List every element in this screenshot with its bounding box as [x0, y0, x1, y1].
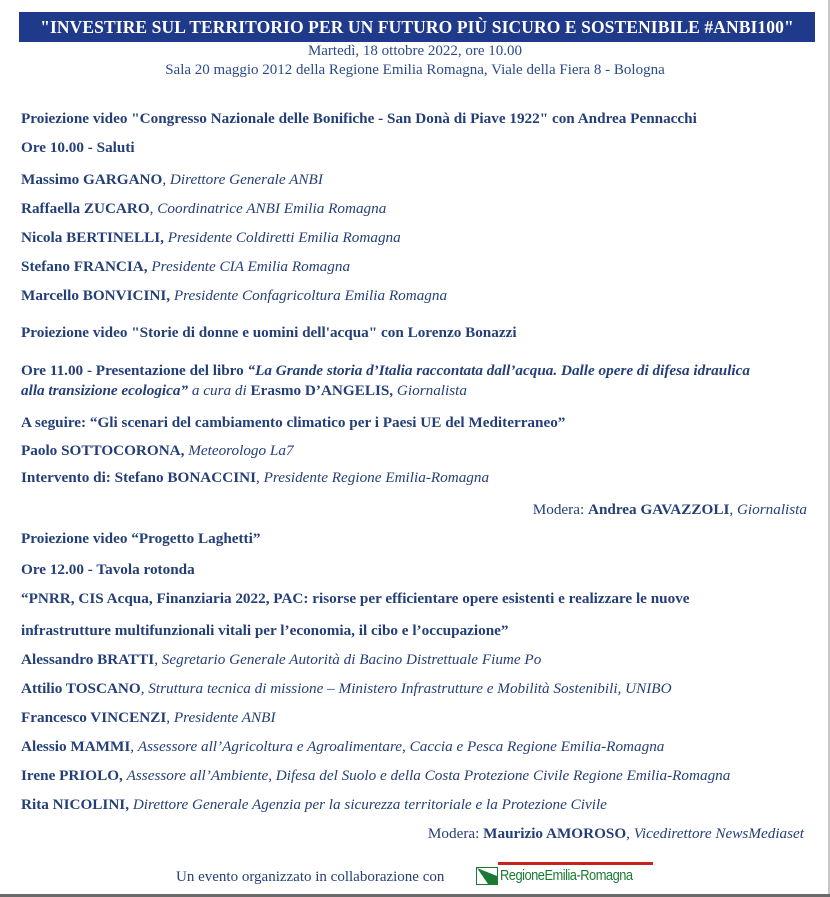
- moderator-name: Andrea GAVAZZOLI: [587, 501, 730, 518]
- speaker-role: Presidente Regione Emilia-Romagna: [263, 469, 490, 486]
- footer-text: Un evento organizzato in collaborazione con: [176, 869, 445, 885]
- speaker-row: [21, 229, 401, 247]
- moderator-role: Giornalista: [736, 501, 807, 518]
- book-presentation-line1: [21, 362, 750, 380]
- saluti-heading: Ore 10.00 - Saluti: [21, 139, 135, 156]
- moderator-name: Maurizio AMOROSO: [483, 825, 627, 842]
- logo-red-bar: [498, 862, 653, 865]
- speaker-role: Presidente ANBI: [173, 709, 276, 726]
- book-presentation-line2: [21, 382, 467, 400]
- speaker-row: [21, 680, 672, 698]
- separator: ,: [255, 469, 264, 486]
- speaker-row: [21, 767, 730, 785]
- event-date: Martedì, 18 ottobre 2022, ore 10.00: [307, 43, 523, 59]
- video-intro-1: Proiezione video "Congresso Nazionale delle Bonifiche - San Donà di Piave 1922" con Andrea Pennacchi: [21, 110, 697, 127]
- separator: ,: [626, 825, 634, 842]
- speaker-role: Assessore all’Ambiente, Difesa del Suolo e della Costa Protezione Civile Regione Emilia-Romagna: [126, 767, 731, 784]
- moderator-2: [428, 825, 804, 843]
- speaker-name: Nicola BERTINELLI,: [21, 229, 164, 246]
- book-title: “La Grande storia d’Italia raccontata dall’acqua. Dalle opere di difesa idraulica: [247, 362, 750, 379]
- scenari-heading: A seguire: “Gli scenari del cambiamento climatico per i Paesi UE del Mediterraneo”: [21, 414, 566, 431]
- speaker-name: Marcello BONVICINI,: [21, 287, 171, 304]
- speaker-role: Presidente Coldiretti Emilia Romagna: [167, 229, 401, 246]
- speaker-role: Struttura tecnica di missione – Ministero Infrastrutture e Mobilità Sostenibili, UNIBO: [148, 680, 672, 697]
- moderator-label: Modera:: [427, 825, 484, 842]
- logo-wordmark: RegioneEmilia-Romagna: [500, 867, 633, 884]
- speaker-role: Direttore Generale ANBI: [169, 171, 323, 188]
- speaker-role: Coordinatrice ANBI Emilia Romagna: [157, 200, 387, 217]
- logo-mark-icon: [476, 867, 498, 885]
- tavola-heading: Ore 12.00 - Tavola rotonda: [21, 561, 195, 578]
- speaker-role: Direttore Generale Agenzia per la sicurezza territoriale e la Protezione Civile: [132, 796, 607, 813]
- moderator-label: Modera:: [532, 501, 588, 518]
- topic-line-2: infrastrutture multifunzionali vitali per l’economia, il cibo e l’occupazione”: [21, 622, 509, 639]
- speaker-name: Alessio MAMMI: [21, 738, 131, 755]
- separator: ,: [130, 738, 138, 755]
- speaker-role: Meteorologo La7: [184, 442, 294, 459]
- separator: ,: [154, 651, 162, 668]
- speaker-name: Alessandro BRATTI: [21, 651, 155, 668]
- speaker-row: [21, 651, 541, 669]
- speaker-role: Segretario Generale Autorità di Bacino Distrettuale Fiume Po: [161, 651, 542, 668]
- topic-line-1: “PNRR, CIS Acqua, Finanziaria 2022, PAC: risorse per efficientare opere esistenti e realizzare le nuove: [21, 590, 690, 607]
- regione-emilia-romagna-logo: [476, 862, 653, 888]
- speaker-row: [21, 258, 350, 276]
- speaker-name: Raffaella ZUCARO: [21, 200, 150, 217]
- speaker-name: Francesco VINCENZI: [21, 709, 167, 726]
- speaker-row: [21, 796, 607, 814]
- author-role: Giornalista: [393, 382, 467, 399]
- intervento-row: [21, 469, 489, 487]
- speaker-row: [21, 709, 276, 727]
- speaker-name: Massimo GARGANO: [21, 171, 163, 188]
- event-title-banner: "INVESTIRE SUL TERRITORIO PER UN FUTURO PIÙ SICURO E SOSTENIBILE #ANBI100": [19, 12, 815, 42]
- separator: ,: [140, 680, 149, 697]
- video-intro-2: Proiezione video "Storie di donne e uomini dell'acqua" con Lorenzo Bonazzi: [21, 324, 517, 341]
- video-intro-3: Proiezione video “Progetto Laghetti”: [21, 530, 261, 547]
- speaker-name: Irene PRIOLO,: [21, 767, 123, 784]
- speaker-name: Stefano FRANCIA,: [21, 258, 148, 275]
- speaker-row: [21, 738, 664, 756]
- event-venue: Sala 20 maggio 2012 della Regione Emilia Romagna, Viale della Fiera 8 - Bologna: [165, 62, 665, 78]
- speaker-row: [21, 287, 447, 305]
- moderator-role: Vicedirettore NewsMediaset: [633, 825, 804, 842]
- speaker-role: Presidente CIA Emilia Romagna: [151, 258, 351, 275]
- separator: ,: [162, 171, 170, 188]
- speaker-role: Assessore all’Agricoltura e Agroalimentare, Caccia e Pesca Regione Emilia-Romagna: [137, 738, 665, 755]
- separator: ,: [729, 501, 737, 518]
- speaker-role: Presidente Confagricoltura Emilia Romagna: [173, 287, 448, 304]
- separator: ,: [149, 200, 158, 217]
- moderator-1: [533, 501, 807, 519]
- speaker-row: [21, 200, 386, 218]
- speaker-name: Rita NICOLINI,: [21, 796, 130, 813]
- book-prefix: Ore 11.00 - Presentazione del libro: [21, 362, 248, 379]
- curated-by: a cura di: [188, 382, 251, 399]
- author-name: Erasmo D’ANGELIS,: [250, 382, 394, 399]
- speaker-name: Paolo SOTTOCORONA,: [21, 442, 185, 459]
- speaker-name: Attilio TOSCANO: [21, 680, 141, 697]
- book-title-cont: alla transizione ecologica”: [21, 382, 189, 399]
- speaker-name: Intervento di: Stefano BONACCINI: [21, 469, 256, 486]
- speaker-row: [21, 171, 323, 189]
- speaker-row: [21, 442, 294, 460]
- separator: ,: [166, 709, 174, 726]
